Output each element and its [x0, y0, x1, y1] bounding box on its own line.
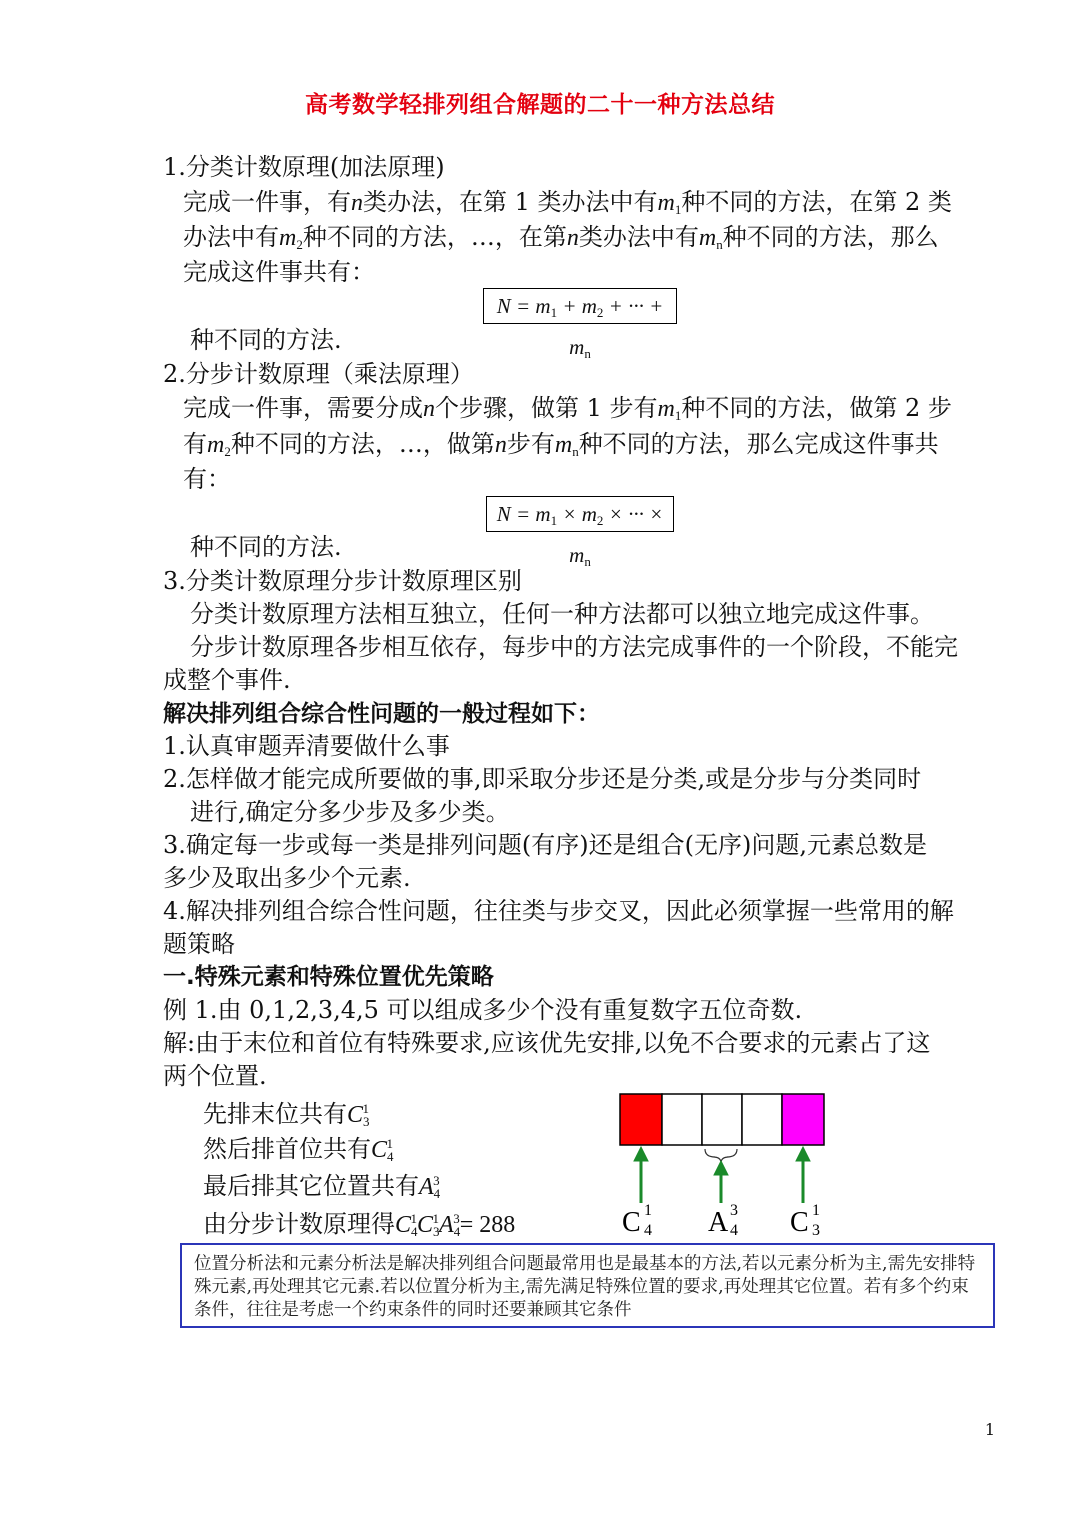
- text: 由分步计数原理得: [203, 1210, 395, 1238]
- page-title: 高考数学轻排列组合解题的二十一种方法总结: [305, 92, 775, 118]
- text: = 288: [459, 1212, 516, 1238]
- section-3-para-2b: 成整个事件.: [163, 666, 291, 694]
- arrows: [634, 1147, 810, 1203]
- step-other-positions: 最后排其它位置共有$A_4^3$: [203, 1172, 441, 1201]
- arrow-left-head: [634, 1147, 648, 1161]
- text: 种不同的方法，那么: [722, 223, 939, 251]
- section-3-heading: 3.分类计数原理分步计数原理区别: [163, 567, 522, 595]
- text: 步有: [506, 430, 555, 458]
- process-item-4a: 4.解决排列组合综合性问题，往往类与步交叉，因此必须掌握一些常用的解: [163, 897, 954, 925]
- label-mid-sup: 3: [730, 1202, 738, 1219]
- diagram-labels: [622, 1202, 820, 1239]
- process-item-2a: 2.怎样做才能完成所要做的事,即采取分步还是分类,或是分步与分类同时: [163, 765, 922, 793]
- section-2-line-2: 有$m_2$种不同的方法，…，做第n步有$m_n$种不同的方法，那么完成这件事共: [183, 430, 939, 459]
- section-3-para-1: 分类计数原理方法相互独立，任何一种方法都可以独立地完成这件事。: [190, 600, 934, 628]
- solution-line-2: 两个位置.: [163, 1062, 267, 1090]
- process-heading: 解决排列组合综合性问题的一般过程如下：: [163, 701, 600, 727]
- text: 种不同的方法，…，在第: [302, 223, 567, 251]
- arrow-right-head: [796, 1147, 810, 1161]
- label-right: C: [790, 1207, 809, 1238]
- process-item-3a: 3.确定每一步或每一类是排列问题(有序)还是组合(无序)问题,元素总数是: [163, 831, 927, 859]
- section-3-para-2a: 分步计数原理各步相互依存，每步中的方法完成事件的一个阶段，不能完: [190, 633, 958, 661]
- text: 个步骤，做第 1 步有: [435, 394, 658, 422]
- step-last-position: 先排末位共有$C_3^1$: [203, 1100, 370, 1129]
- section-2-heading: 2.分步计数原理（乘法原理）: [163, 360, 474, 388]
- sum-formula-box: [483, 288, 677, 361]
- text: 种不同的方法，在第 2 类: [681, 188, 952, 216]
- page-number: 1: [984, 1420, 995, 1439]
- label-mid: A: [708, 1207, 729, 1238]
- middle-slot: [742, 1094, 782, 1145]
- section-1-line-1: 完成一件事，有n类办法，在第 1 类办法中有$m_1$种不同的方法，在第 2 类: [183, 188, 952, 217]
- process-item-1: 1.认真审题弄清要做什么事: [163, 732, 450, 760]
- text: 种不同的方法，那么完成这件事共: [578, 430, 939, 458]
- label-mid-sub: 4: [730, 1222, 738, 1239]
- middle-slot: [662, 1094, 702, 1145]
- middle-slot: [702, 1094, 742, 1145]
- process-item-3b: 多少及取出多少个元素.: [163, 864, 411, 892]
- section-2-after: 种不同的方法.: [190, 533, 342, 561]
- step-result: 由分步计数原理得$C_4^1C_3^1A_4^3= 288$: [203, 1210, 516, 1239]
- label-left: C: [622, 1207, 641, 1238]
- label-left-sup: 1: [644, 1202, 652, 1219]
- text: 类办法中有: [578, 223, 699, 251]
- section-1-heading: 1.分类计数原理(加法原理): [163, 153, 445, 181]
- text: 最后排其它位置共有: [203, 1172, 419, 1200]
- label-right-sub: 3: [812, 1222, 820, 1239]
- label-right-sup: 1: [812, 1202, 820, 1219]
- process-item-2b: 进行,确定分多少步及多少类。: [190, 798, 510, 826]
- last-slot: [782, 1094, 824, 1145]
- position-diagram: [610, 1085, 840, 1245]
- text: 先排末位共有: [203, 1100, 347, 1128]
- text: 种不同的方法，做第 2 步: [681, 394, 952, 422]
- sum-formula: $N = m_1 + m_2$ + ··· + $m_n$: [496, 294, 664, 361]
- product-formula-box: [486, 496, 674, 569]
- product-formula: $N = m_1 \times m_2$ × ··· × $m_n$: [496, 502, 664, 569]
- note-box: 位置分析法和元素分析法是解决排列组合问题最常用也是最基本的方法,若以元素分析为主,需先安排特殊元素,再处理其它元素.若以位置分析为主,需先满足特殊位置的要求,再处理其它位置。若有多个约束条件，往往是考虑一个约束条件的同时还要兼顾其它条件: [180, 1243, 995, 1328]
- solution-line-1: 解:由于末位和首位有特殊要求,应该优先安排,以免不合要求的元素占了这: [163, 1029, 931, 1057]
- text: 完成一件事，需要分成: [183, 394, 423, 422]
- text: 种不同的方法，…，做第: [230, 430, 495, 458]
- text: 完成一件事，有: [183, 188, 351, 216]
- text: 有: [183, 430, 207, 458]
- strategy-1-heading: 一.特殊元素和特殊位置优先策略: [163, 964, 494, 990]
- first-slot: [620, 1094, 662, 1145]
- arrow-middle-head: [714, 1161, 728, 1175]
- example-1: 例 1.由 0,1,2,3,4,5 可以组成多少个没有重复数字五位奇数.: [163, 996, 803, 1024]
- section-2-line-3: 有：: [183, 465, 231, 493]
- text: 类办法，在第 1 类办法中有: [363, 188, 658, 216]
- process-item-4b: 题策略: [163, 930, 235, 958]
- section-1-after: 种不同的方法.: [190, 326, 342, 354]
- section-2-line-1: 完成一件事，需要分成n个步骤，做第 1 步有$m_1$种不同的方法，做第 2 步: [183, 394, 952, 423]
- step-first-position: 然后排首位共有$C_4^1$: [203, 1135, 394, 1164]
- section-1-line-3: 完成这件事共有：: [183, 258, 375, 286]
- text: 然后排首位共有: [203, 1135, 371, 1163]
- section-1-line-2: 办法中有$m_2$种不同的方法，…，在第n类办法中有$m_n$种不同的方法，那么: [183, 223, 939, 252]
- text: 办法中有: [183, 223, 279, 251]
- label-left-sub: 4: [644, 1222, 652, 1239]
